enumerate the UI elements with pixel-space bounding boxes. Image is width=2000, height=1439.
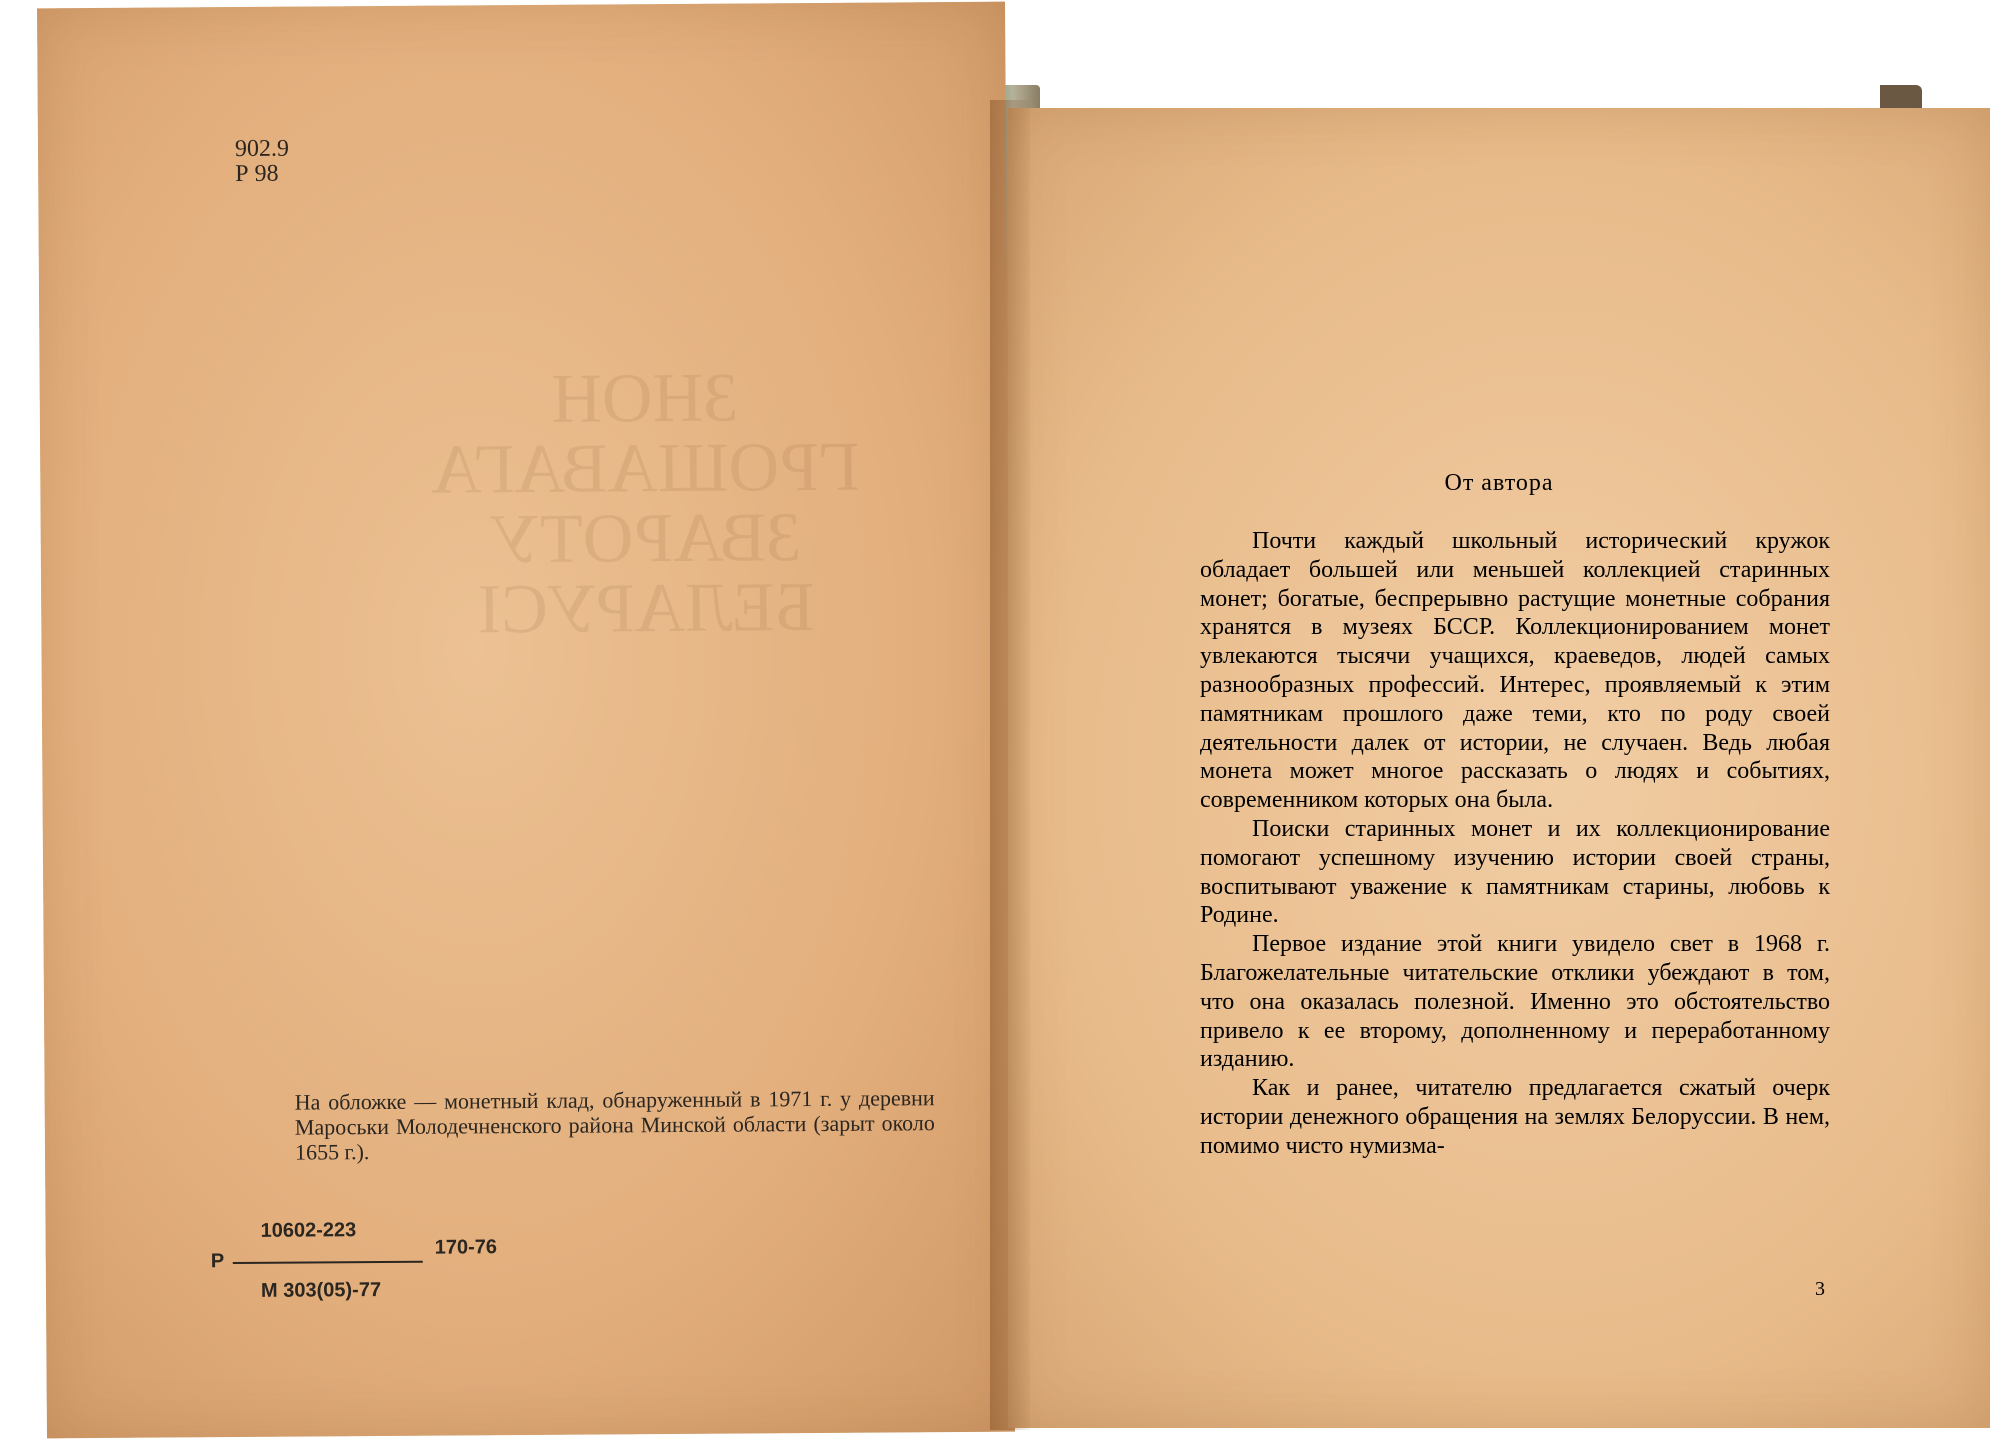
author-mark: Р 98 <box>235 160 279 188</box>
classification-code <box>235 137 289 187</box>
code-prefix: Р <box>210 1250 225 1273</box>
page-gutter-shadow <box>990 100 1030 1430</box>
body-text <box>1200 527 1830 1161</box>
ghost-line: БЕЛАРУСІ <box>477 568 815 649</box>
page-heading: От автора <box>1444 470 1554 496</box>
paragraph: Поиски старинных монет и их коллекционирование помогают успешному изучению истории своей страны, воспитывают уважение к памятникам старины, любовь к Родине. <box>1200 815 1830 929</box>
publication-code <box>210 1218 541 1320</box>
paragraph: Почти каждый школьный исторический кружок обладает большей или меньшей коллекцией старинных монет; богатые, беспрерывно растущие монетные собрания хранятся в музеях БССР. Коллекционированием монет увлекаются тысячи учащихся, краеведов, людей самых разнообразных профессий. Интерес, проявляемый к этим памятникам прошлого даже теми, кто по роду своей деятельности далек от истории, не случаен. Ведь любая монета может многое рассказать о людях и событиях, современником которых она была. <box>1200 528 1830 814</box>
code-numerator: 10602-223 <box>260 1219 357 1242</box>
fraction-line <box>233 1261 423 1264</box>
ghost-line: ЗНОН <box>551 359 739 438</box>
page-number: 3 <box>1815 1278 1825 1300</box>
code-denominator: М 303(05)-77 <box>260 1279 382 1302</box>
ghost-line: ГРОШАВАГА ЗВАРОТУ <box>430 428 860 579</box>
show-through-title <box>325 359 967 649</box>
left-page <box>37 2 1015 1439</box>
cover-note: На обложке — монетный клад, обнаруженный в 1971 г. у деревни Мароськи Молодечненского района Минской области (зарыт около 1655 г.). <box>294 1085 935 1165</box>
paragraph: Первое издание этой книги увидело свет в 1968 г. Благожелательные читательские отклики убеждают в том, что она оказалась полезной. Именно это обстоятельство привело к ее второму, дополненному и переработанному изданию. <box>1200 931 1830 1073</box>
code-suffix: 170-76 <box>434 1236 498 1259</box>
udc-code: 902.9 <box>234 135 290 163</box>
paragraph: Как и ранее, читателю предлагается сжатый очерк истории денежного обращения на землях Белоруссии. В нем, помимо чисто нумизма- <box>1200 1075 1830 1159</box>
